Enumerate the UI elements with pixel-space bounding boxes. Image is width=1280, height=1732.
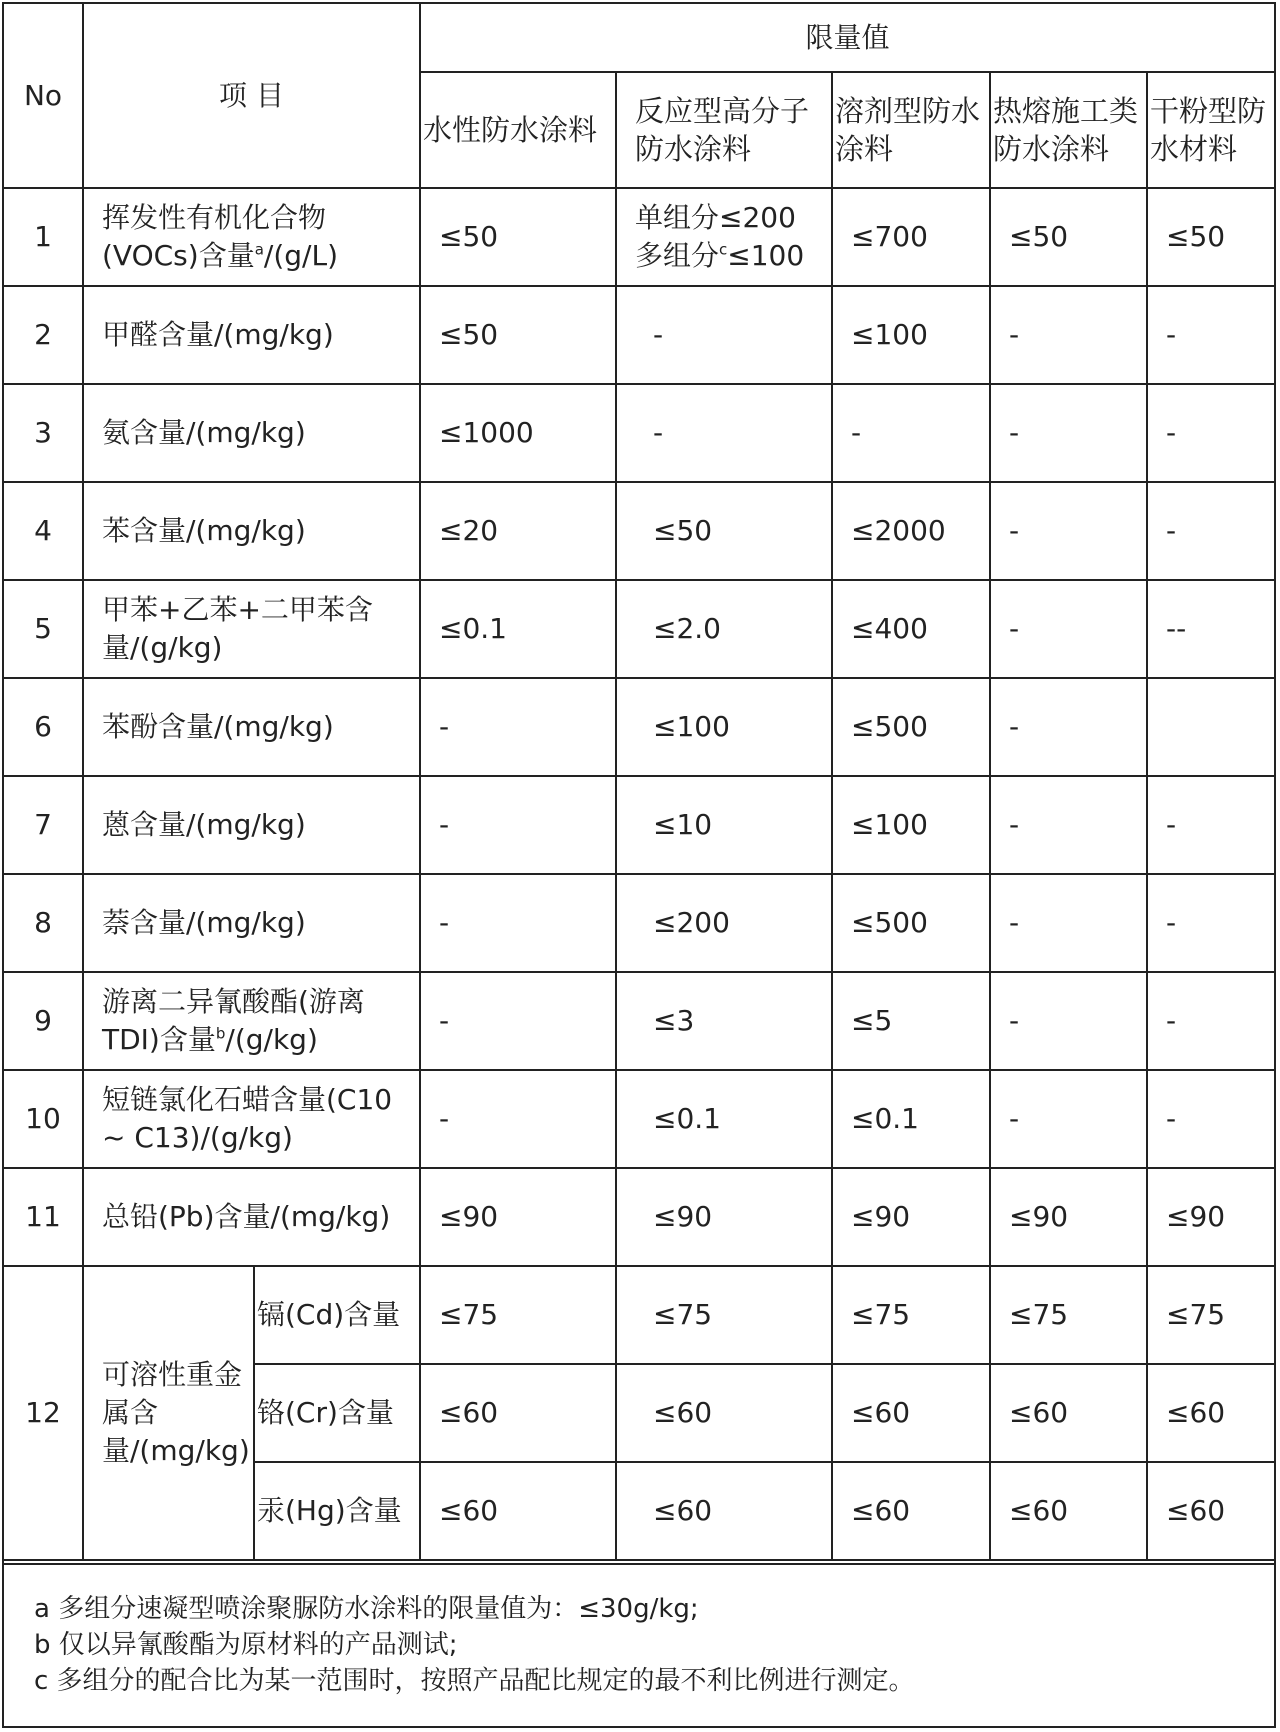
cell-drypowder: - (1147, 286, 1274, 384)
table-row (4, 1070, 1274, 1168)
cell-waterborne: ≤75 (420, 1266, 616, 1364)
table-row (4, 482, 1274, 580)
row-number: 5 (4, 580, 83, 678)
cell-reactive-line2 (635, 237, 831, 275)
row-item: 甲苯+乙苯+二甲苯含量/(g/kg) (83, 580, 420, 678)
cell-drypowder: - (1147, 384, 1274, 482)
row-item (83, 188, 420, 286)
cell-waterborne: - (420, 972, 616, 1070)
row-number: 7 (4, 776, 83, 874)
header-no: No (4, 4, 83, 188)
cell-waterborne: ≤90 (420, 1168, 616, 1266)
cell-solvent: ≤90 (832, 1168, 990, 1266)
footnote-marker: b (215, 1024, 226, 1043)
row-item: 苯含量/(mg/kg) (83, 482, 420, 580)
row-subitem: 镉(Cd)含量 (254, 1266, 420, 1364)
table-row (4, 188, 1274, 286)
table-row (4, 972, 1274, 1070)
cell-hotmelt: - (990, 580, 1147, 678)
cell-reactive (616, 188, 832, 286)
footnotes (4, 1563, 1274, 1726)
cell-drypowder: ≤75 (1147, 1266, 1274, 1364)
cell-hotmelt: ≤75 (990, 1266, 1147, 1364)
cell-drypowder: ≤90 (1147, 1168, 1274, 1266)
row-number: 10 (4, 1070, 83, 1168)
cell-waterborne: - (420, 776, 616, 874)
row-item: 短链氯化石蜡含量(C10 ~ C13)/(g/kg) (83, 1070, 420, 1168)
cell-solvent: ≤75 (832, 1266, 990, 1364)
header-col-solvent: 溶剂型防水涂料 (832, 72, 990, 188)
cell-solvent: ≤60 (832, 1364, 990, 1462)
cell-waterborne: ≤60 (420, 1364, 616, 1462)
cell-reactive-line1: 单组分≤200 (635, 201, 796, 234)
header-col-waterborne: 水性防水涂料 (420, 72, 616, 188)
row-item: 苯酚含量/(mg/kg) (83, 678, 420, 776)
cell-drypowder: ≤50 (1147, 188, 1274, 286)
table-row (4, 286, 1274, 384)
row-item-unit: /(g/L) (263, 239, 338, 272)
row-number: 2 (4, 286, 83, 384)
cell-waterborne: ≤1000 (420, 384, 616, 482)
table-row (4, 874, 1274, 972)
cell-solvent: - (832, 384, 990, 482)
footnote-a: a 多组分速凝型喷涂聚脲防水涂料的限量值为：≤30g/kg; (34, 1594, 699, 1624)
table-row (4, 678, 1274, 776)
row-number: 1 (4, 188, 83, 286)
cell-hotmelt: ≤90 (990, 1168, 1147, 1266)
cell-reactive: ≤0.1 (616, 1070, 832, 1168)
cell-drypowder: - (1147, 972, 1274, 1070)
row-item-group: 可溶性重金属含量/(mg/kg) (83, 1266, 254, 1560)
cell-waterborne: ≤20 (420, 482, 616, 580)
cell-drypowder (1147, 678, 1274, 776)
cell-solvent: ≤2000 (832, 482, 990, 580)
cell-solvent: ≤400 (832, 580, 990, 678)
cell-reactive: ≤60 (616, 1462, 832, 1560)
cell-waterborne: - (420, 1070, 616, 1168)
row-item (83, 972, 420, 1070)
row-subitem: 铬(Cr)含量 (254, 1364, 420, 1462)
cell-reactive: ≤100 (616, 678, 832, 776)
footnote-c: c 多组分的配合比为某一范围时，按照产品配比规定的最不利比例进行测定。 (34, 1666, 915, 1696)
cell-hotmelt: - (990, 678, 1147, 776)
cell-drypowder: - (1147, 776, 1274, 874)
cell-reactive-line2-post: ≤100 (727, 239, 805, 272)
row-item: 蒽含量/(mg/kg) (83, 776, 420, 874)
cell-reactive: - (616, 286, 832, 384)
cell-hotmelt: ≤50 (990, 188, 1147, 286)
cell-reactive: ≤75 (616, 1266, 832, 1364)
table-row (4, 1168, 1274, 1266)
cell-solvent: ≤60 (832, 1462, 990, 1560)
cell-drypowder: ≤60 (1147, 1364, 1274, 1462)
row-item: 萘含量/(mg/kg) (83, 874, 420, 972)
cell-solvent: ≤100 (832, 286, 990, 384)
cell-hotmelt: - (990, 874, 1147, 972)
cell-solvent: ≤100 (832, 776, 990, 874)
cell-reactive: ≤10 (616, 776, 832, 874)
cell-reactive: ≤90 (616, 1168, 832, 1266)
row-subitem: 汞(Hg)含量 (254, 1462, 420, 1560)
row-item-text: 挥发性有机化合物(VOCs)含量 (102, 201, 327, 272)
cell-reactive: ≤200 (616, 874, 832, 972)
cell-waterborne: - (420, 874, 616, 972)
cell-reactive-line2-pre: 多组分 (635, 239, 720, 272)
header-row-1 (4, 4, 1274, 72)
header-col-hotmelt: 热熔施工类防水涂料 (990, 72, 1147, 188)
cell-hotmelt: - (990, 384, 1147, 482)
cell-waterborne: ≤60 (420, 1462, 616, 1560)
cell-drypowder: ≤60 (1147, 1462, 1274, 1560)
cell-drypowder: -- (1147, 580, 1274, 678)
cell-solvent: ≤700 (832, 188, 990, 286)
table-row (4, 1266, 1274, 1364)
header-col-reactive: 反应型高分子防水涂料 (616, 72, 832, 188)
cell-drypowder: - (1147, 1070, 1274, 1168)
row-number: 6 (4, 678, 83, 776)
cell-solvent: ≤500 (832, 874, 990, 972)
header-item: 项 目 (83, 4, 420, 188)
cell-hotmelt: ≤60 (990, 1462, 1147, 1560)
table-row (4, 776, 1274, 874)
row-item: 总铅(Pb)含量/(mg/kg) (83, 1168, 420, 1266)
cell-hotmelt: - (990, 776, 1147, 874)
cell-solvent: ≤0.1 (832, 1070, 990, 1168)
row-number: 8 (4, 874, 83, 972)
cell-hotmelt: - (990, 286, 1147, 384)
cell-hotmelt: - (990, 1070, 1147, 1168)
header-limit-values: 限量值 (420, 4, 1274, 72)
table-row (4, 580, 1274, 678)
cell-reactive: ≤50 (616, 482, 832, 580)
cell-hotmelt: - (990, 972, 1147, 1070)
cell-waterborne: ≤50 (420, 188, 616, 286)
row-item: 氨含量/(mg/kg) (83, 384, 420, 482)
cell-reactive: ≤60 (616, 1364, 832, 1462)
row-number: 9 (4, 972, 83, 1070)
row-item: 甲醛含量/(mg/kg) (83, 286, 420, 384)
limits-table (4, 4, 1274, 1561)
cell-hotmelt: ≤60 (990, 1364, 1147, 1462)
table-row (4, 384, 1274, 482)
cell-drypowder: - (1147, 874, 1274, 972)
row-item-text: 游离二异氰酸酯(游离TDI)含量 (102, 985, 365, 1056)
row-number: 11 (4, 1168, 83, 1266)
cell-waterborne: ≤50 (420, 286, 616, 384)
row-number: 12 (4, 1266, 83, 1560)
row-number: 4 (4, 482, 83, 580)
cell-reactive: - (616, 384, 832, 482)
cell-hotmelt: - (990, 482, 1147, 580)
cell-drypowder: - (1147, 482, 1274, 580)
cell-waterborne: - (420, 678, 616, 776)
cell-waterborne: ≤0.1 (420, 580, 616, 678)
row-number: 3 (4, 384, 83, 482)
cell-reactive: ≤2.0 (616, 580, 832, 678)
cell-solvent: ≤500 (832, 678, 990, 776)
document-page (2, 2, 1276, 1728)
cell-reactive: ≤3 (616, 972, 832, 1070)
footnote-marker: a (254, 240, 264, 259)
row-item-unit: /(g/kg) (225, 1023, 318, 1056)
cell-solvent: ≤5 (832, 972, 990, 1070)
footnote-b: b 仅以异氰酸酯为原材料的产品测试; (34, 1630, 458, 1660)
header-col-drypowder: 干粉型防水材料 (1147, 72, 1274, 188)
footnote-marker: c (719, 240, 728, 259)
